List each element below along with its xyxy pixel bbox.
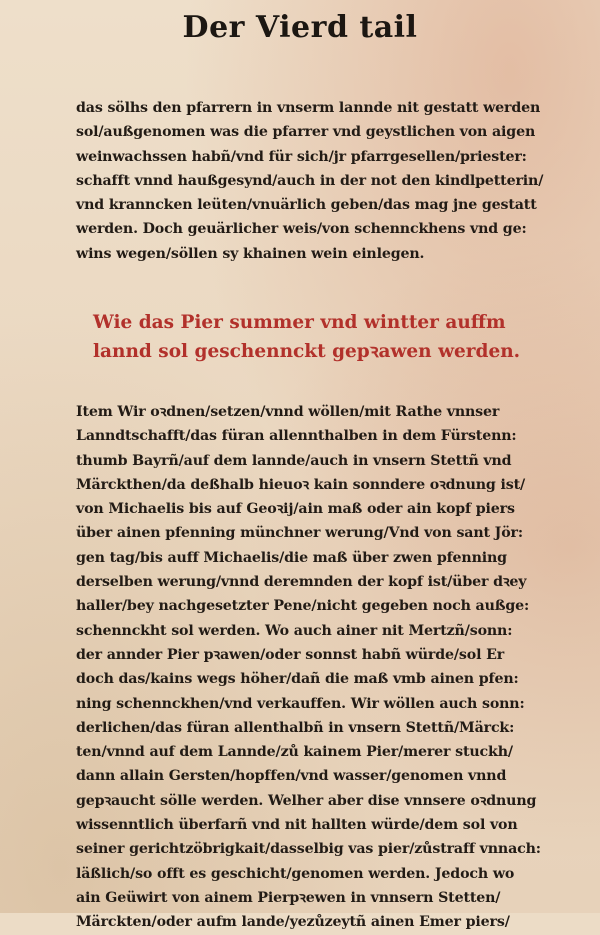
paragraph-continuation xyxy=(76,96,554,266)
page-header-title: Der Vierd tail xyxy=(182,10,418,45)
text-line: Item Wir oꝛdnen/setzen/vnnd wöllen/mit Rathe vnnser xyxy=(76,404,500,420)
text-line: wissenntlich überfarñ vnd nit hallten würde/dem sol von xyxy=(76,817,518,834)
text-line: vnd kranncken leüten/vnuärlich geben/das mag jne gestatt xyxy=(76,197,537,214)
heading-line: lannd sol geschennckt gepꝛawen werden. xyxy=(93,341,521,362)
text-line: läßlich/so offt es geschicht/genomen werden. Jedoch wo xyxy=(76,865,515,882)
text-line: seiner gerichtzöbrigkait/dasselbig vas pier/zůstraff vnnach: xyxy=(76,841,541,858)
text-line: das sölhs den pfarrern in vnserm lannde nit gestatt werden xyxy=(76,100,541,116)
text-line: schafft vnnd haußgesynd/auch in der not den kindlpetterin/ xyxy=(76,172,544,189)
text-line: Märckten/oder aufm lande/yezůzeytñ ainen Emer piers/ xyxy=(76,914,510,931)
text-line: doch das/kains wegs höher/dañ die maß vmb ainen pfen: xyxy=(76,671,519,688)
text-line: haller/bey nachgesetzter Pene/nicht gegeben noch außge: xyxy=(76,598,530,615)
text-line: von Michaelis bis auf Geoꝛij/ain maß oder ain kopf piers xyxy=(76,501,515,518)
text-line: über ainen pfenning münchner werung/Vnd von sant Jör: xyxy=(76,525,523,542)
text-line: thumb Bayrñ/auf dem lannde/auch in vnsern Stettñ vnd xyxy=(76,452,512,469)
text-line: weinwachssen habñ/vnd für sich/jr pfarrgesellen/priester: xyxy=(76,148,527,165)
text-line: Lanndtschafft/das füran allennthalben in dem Fürstenn: xyxy=(76,428,517,445)
text-line: wins wegen/söllen sy khainen wein einlegen. xyxy=(76,245,425,262)
text-line: schennckht sol werden. Wo auch ainer nit Mertzñ/sonn: xyxy=(76,622,513,639)
paragraph-main xyxy=(76,400,554,935)
text-line: Märckthen/da deßhalb hieuoꝛ kain sonndere oꝛdnung ist/ xyxy=(76,476,526,493)
text-line: werden. Doch geuärlicher weis/von schennckhens vnd ge: xyxy=(76,221,527,238)
text-line: ning schennckhen/vnd verkauffen. Wir wöllen auch sonn: xyxy=(76,695,525,712)
text-line: derselben werung/vnnd deremnden der kopf ist/über dꝛey xyxy=(76,574,527,591)
section-heading xyxy=(93,308,563,366)
text-line: derlichen/das füran allenthalbñ in vnsern Stettñ/Märck: xyxy=(76,719,515,736)
text-line: gepꝛaucht sölle werden. Welher aber dise vnnsere oꝛdnung xyxy=(76,792,537,809)
text-line: gen tag/bis auff Michaelis/die maß über zwen pfenning xyxy=(76,549,507,566)
heading-line: Wie das Pier summer vnd wintter auffm xyxy=(93,312,506,333)
text-line: der annder Pier pꝛawen/oder sonnst habñ würde/sol Er xyxy=(76,646,505,663)
text-line: ten/vnnd auf dem Lannde/zů kainem Pier/merer stuckh/ xyxy=(76,744,513,761)
text-line: ain Geüwirt von ainem Pierpꝛewen in vnnsern Stetten/ xyxy=(76,889,501,906)
text-line: dann allain Gersten/hopffen/vnd wasser/genomen vnnd xyxy=(76,768,507,785)
text-line: sol/außgenomen was die pfarrer vnd geystlichen von aigen xyxy=(76,124,536,141)
